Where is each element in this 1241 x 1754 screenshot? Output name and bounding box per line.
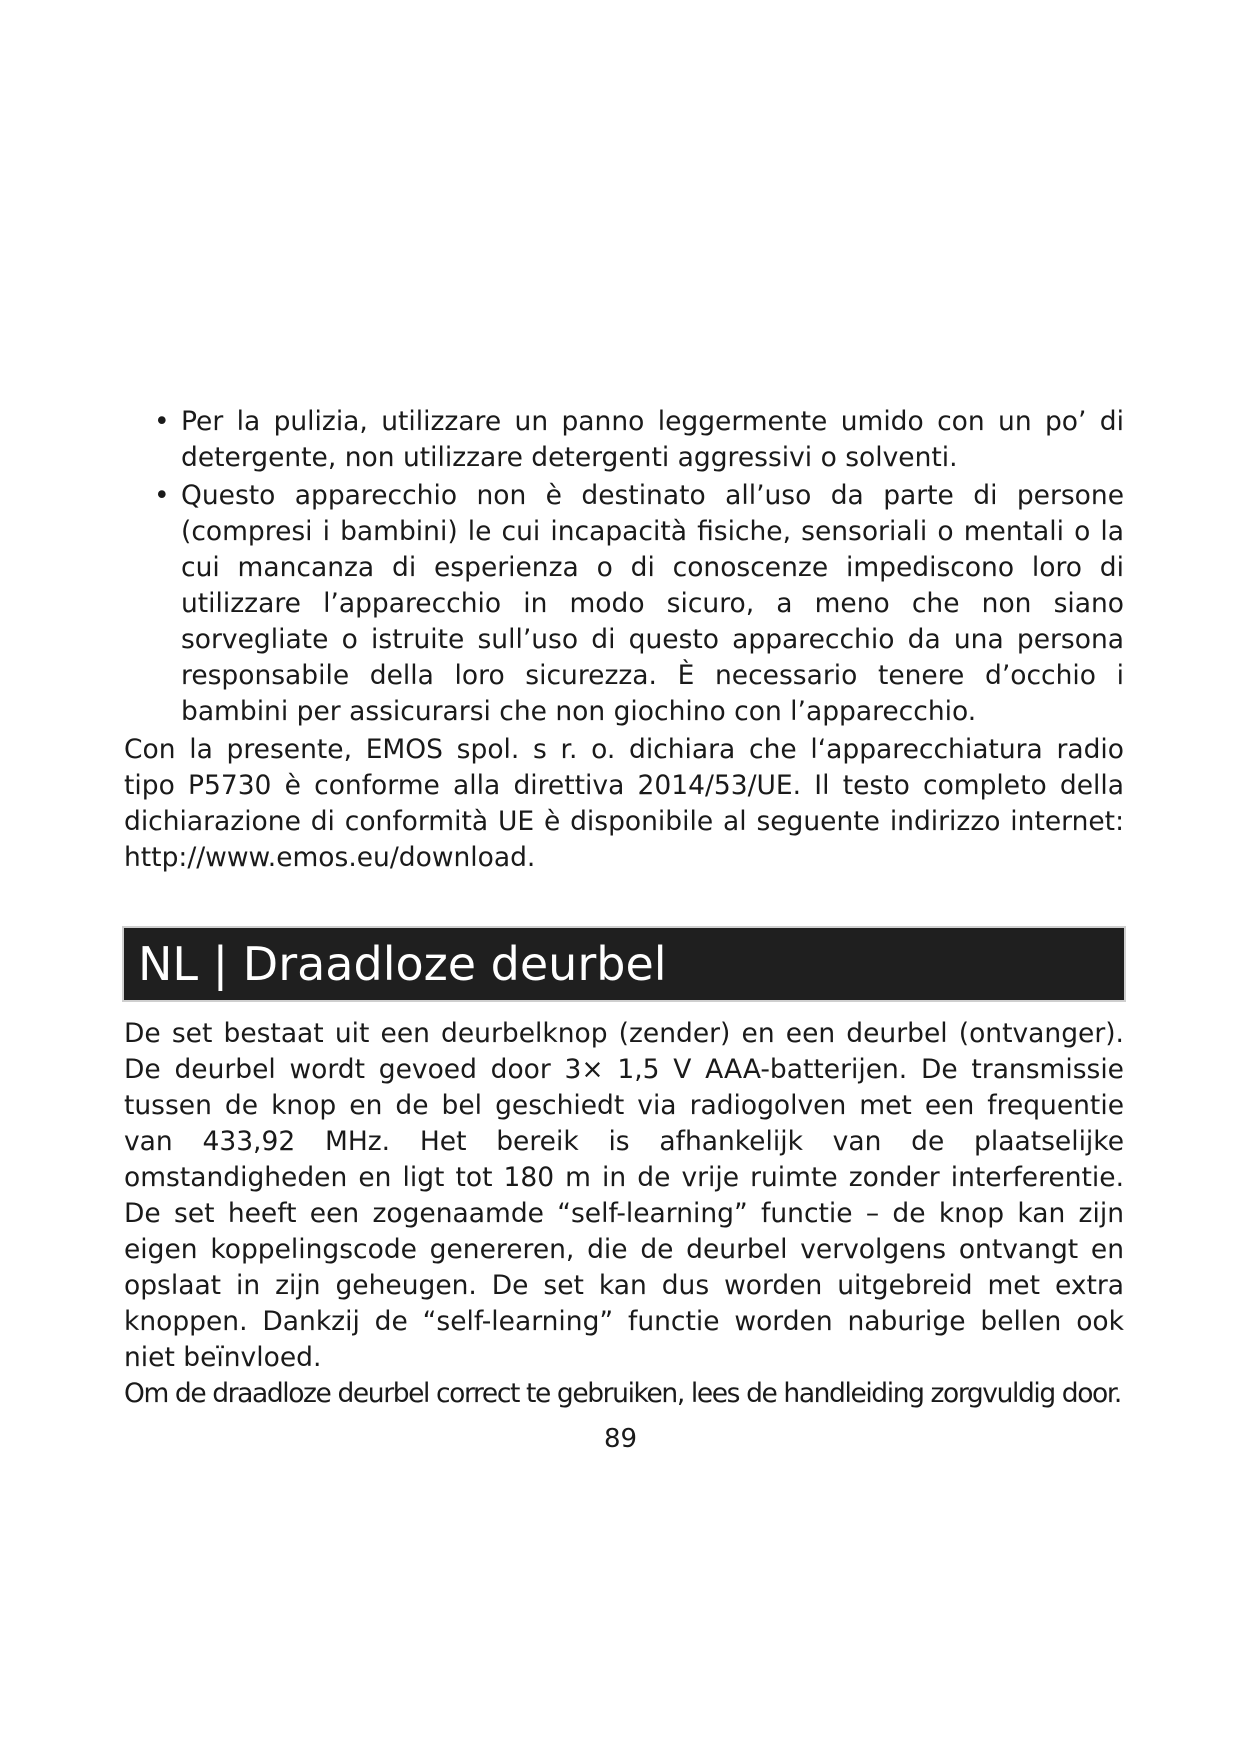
declaration-paragraph: Con la presente, EMOS spol. s r. o. dichiara che l‘apparecchiatura radio tipo P5730 è conforme alla direttiva 2014/53/UE. Il testo completo della dichiarazione di conformità UE è disponibile al seguente indirizzo internet: http://www.emos.eu/download. [124,734,1124,873]
bullet-item-cleaning [124,404,1124,476]
section-paragraph: De set bestaat uit een deurbelknop (zender) en een deurbel (ontvanger). De deurbel wordt gevoed door 3× 1,5 V AAA-batterijen. De transmissie tussen de knop en de bel geschiedt via radiogolven met een frequentie van 433,92 MHz. Het bereik is afhankelijk van de plaatselijke omstandigheden en ligt tot 180 m in de vrije ruimte zonder interferentie. De set heeft een zogenaamde “self-learning” functie – de knop kan zijn eigen koppelingscode genereren, die de deurbel vervolgens ontvangt en opslaat in zijn geheugen. De set kan dus worden uitgebreid met extra knoppen. Dankzij de “self-learning” functie worden naburige bellen ook niet beïnvloed. [124,1018,1124,1373]
bullet-dot-icon: • [154,480,170,511]
bullet-text: Per la pulizia, utilizzare un panno leggermente umido con un po’ di detergente, non utilizzare detergenti aggressivi o solventi. [181,406,1124,473]
page-number: 89 [603,1424,638,1454]
safety-bullet-list [124,404,1124,730]
page-content [124,404,1124,1412]
section-title: NL | Draadloze deurbel [138,937,667,991]
section-closing-line: Om de draadloze deurbel correct te gebruiken, lees de handleiding zorgvuldig door. [124,1378,1121,1409]
section-body [124,1016,1124,1412]
bullet-dot-icon: • [154,406,170,437]
section-heading-bar [124,928,1124,1000]
bullet-text: Questo apparecchio non è destinato all’uso da parte di persone (compresi i bambini) le cui incapacità fisiche, sensoriali o mentali o la cui mancanza di esperienza o di conoscenze impediscono loro di utilizzare l’apparecchio in modo sicuro, a meno che non siano sorvegliate o istruite sull’uso di questo apparecchio da una persona responsabile della loro sicurezza. È necessario tenere d’occhio i bambini per assicurarsi che non giochino con l’apparecchio. [181,480,1124,727]
bullet-item-safety [124,478,1124,730]
